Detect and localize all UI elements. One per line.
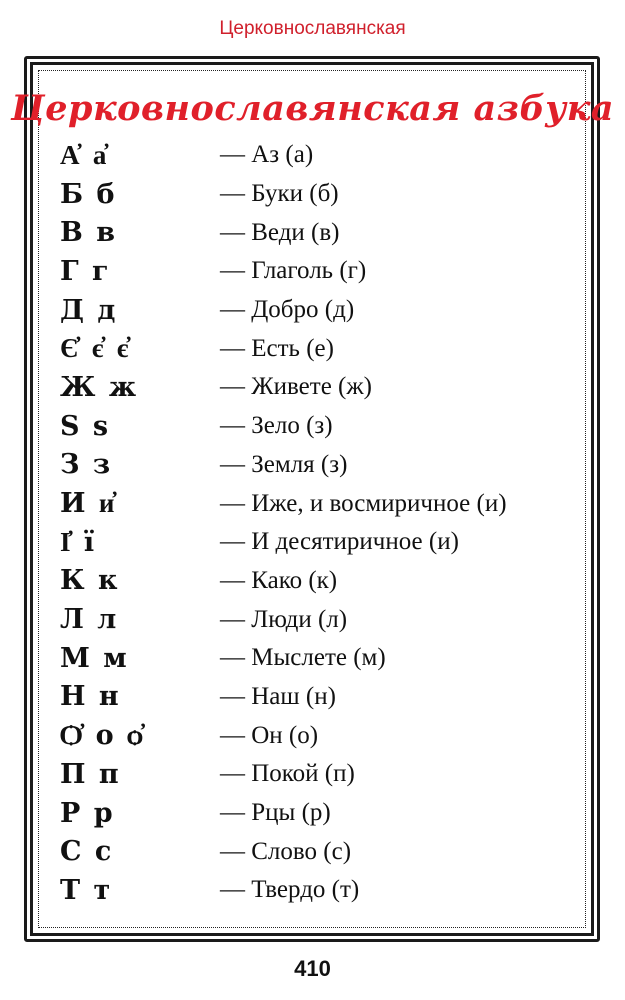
letter-name: — Он (о): [220, 721, 319, 749]
letter-name: — Аз (а): [220, 141, 314, 169]
letter-glyphs: В в: [60, 217, 117, 249]
letter-name: — Како (к): [220, 566, 338, 594]
letter-glyphs: Г г: [60, 255, 111, 287]
alphabet-row-pokoy: [60, 755, 580, 794]
alphabet-row-est: [60, 329, 580, 368]
letter-glyphs: З з: [60, 449, 113, 481]
alphabet-row-myslete: [60, 639, 580, 678]
page-number: 410: [294, 956, 331, 981]
letter-name: — Мыслете (м): [220, 644, 386, 672]
alphabet-row-glagol: [60, 252, 580, 291]
letter-name: — И десятиричное (и): [220, 528, 459, 556]
letter-glyphs: А҆ а҆: [60, 139, 109, 171]
letter-name: — Веди (в): [220, 218, 340, 246]
letter-name: — Твердо (т): [220, 876, 360, 904]
alphabet-row-zemlya: [60, 446, 580, 485]
letter-name: — Слово (с): [220, 837, 352, 865]
letter-name: — Рцы (р): [220, 799, 331, 827]
page-title: Церковнославянская азбука: [10, 88, 615, 129]
letter-name: — Люди (л): [220, 605, 348, 633]
letter-glyphs: І҆ ї: [60, 526, 97, 558]
alphabet-list: [60, 136, 580, 910]
letter-name: — Покой (п): [220, 760, 355, 788]
letter-glyphs: Р р: [60, 797, 115, 829]
alphabet-row-buki: [60, 175, 580, 214]
letter-name: — Есть (е): [220, 334, 334, 362]
letter-glyphs: Т т: [60, 874, 113, 906]
letter-name: — Буки (б): [220, 180, 339, 208]
letter-glyphs: Д д: [60, 294, 118, 326]
alphabet-row-nash: [60, 678, 580, 717]
letter-glyphs: Б б: [60, 178, 117, 210]
letter-name: — Земля (з): [220, 450, 348, 478]
letter-name: — Добро (д): [220, 296, 355, 324]
alphabet-row-slovo: [60, 832, 580, 871]
running-header: Церковнославянская: [219, 18, 406, 39]
letter-glyphs: И и҆: [60, 488, 117, 520]
letter-glyphs: Ж ж: [60, 371, 139, 403]
letter-name: — Иже, и восмиричное (и): [220, 489, 507, 517]
letter-name: — Наш (н): [220, 682, 336, 710]
letter-glyphs: Л л: [60, 604, 119, 636]
letter-name: — Глаголь (г): [220, 257, 367, 285]
letter-glyphs: П п: [60, 758, 121, 790]
alphabet-row-on: [60, 716, 580, 755]
letter-glyphs: К к: [60, 565, 120, 597]
alphabet-row-rtsy: [60, 794, 580, 833]
alphabet-row-izhe: [60, 484, 580, 523]
letter-glyphs: С с: [60, 836, 114, 868]
alphabet-row-az: [60, 136, 580, 175]
letter-glyphs: Є҆ є҆ є҆: [60, 333, 131, 365]
alphabet-row-dobro: [60, 291, 580, 330]
letter-name: — Зело (з): [220, 412, 333, 440]
alphabet-row-kako: [60, 562, 580, 601]
alphabet-row-vedi: [60, 213, 580, 252]
alphabet-row-lyudi: [60, 600, 580, 639]
letter-glyphs: Ѻ҆ о ѻ҆: [60, 720, 145, 752]
letter-glyphs: Н н: [60, 681, 121, 713]
letter-glyphs: М м: [60, 642, 129, 674]
alphabet-row-zelo: [60, 407, 580, 446]
letter-glyphs: Ѕ ѕ: [60, 410, 111, 442]
alphabet-row-zhivete: [60, 368, 580, 407]
alphabet-row-tverdo: [60, 871, 580, 910]
letter-name: — Живете (ж): [220, 373, 372, 401]
alphabet-row-i-desyatirichnoe: [60, 523, 580, 562]
